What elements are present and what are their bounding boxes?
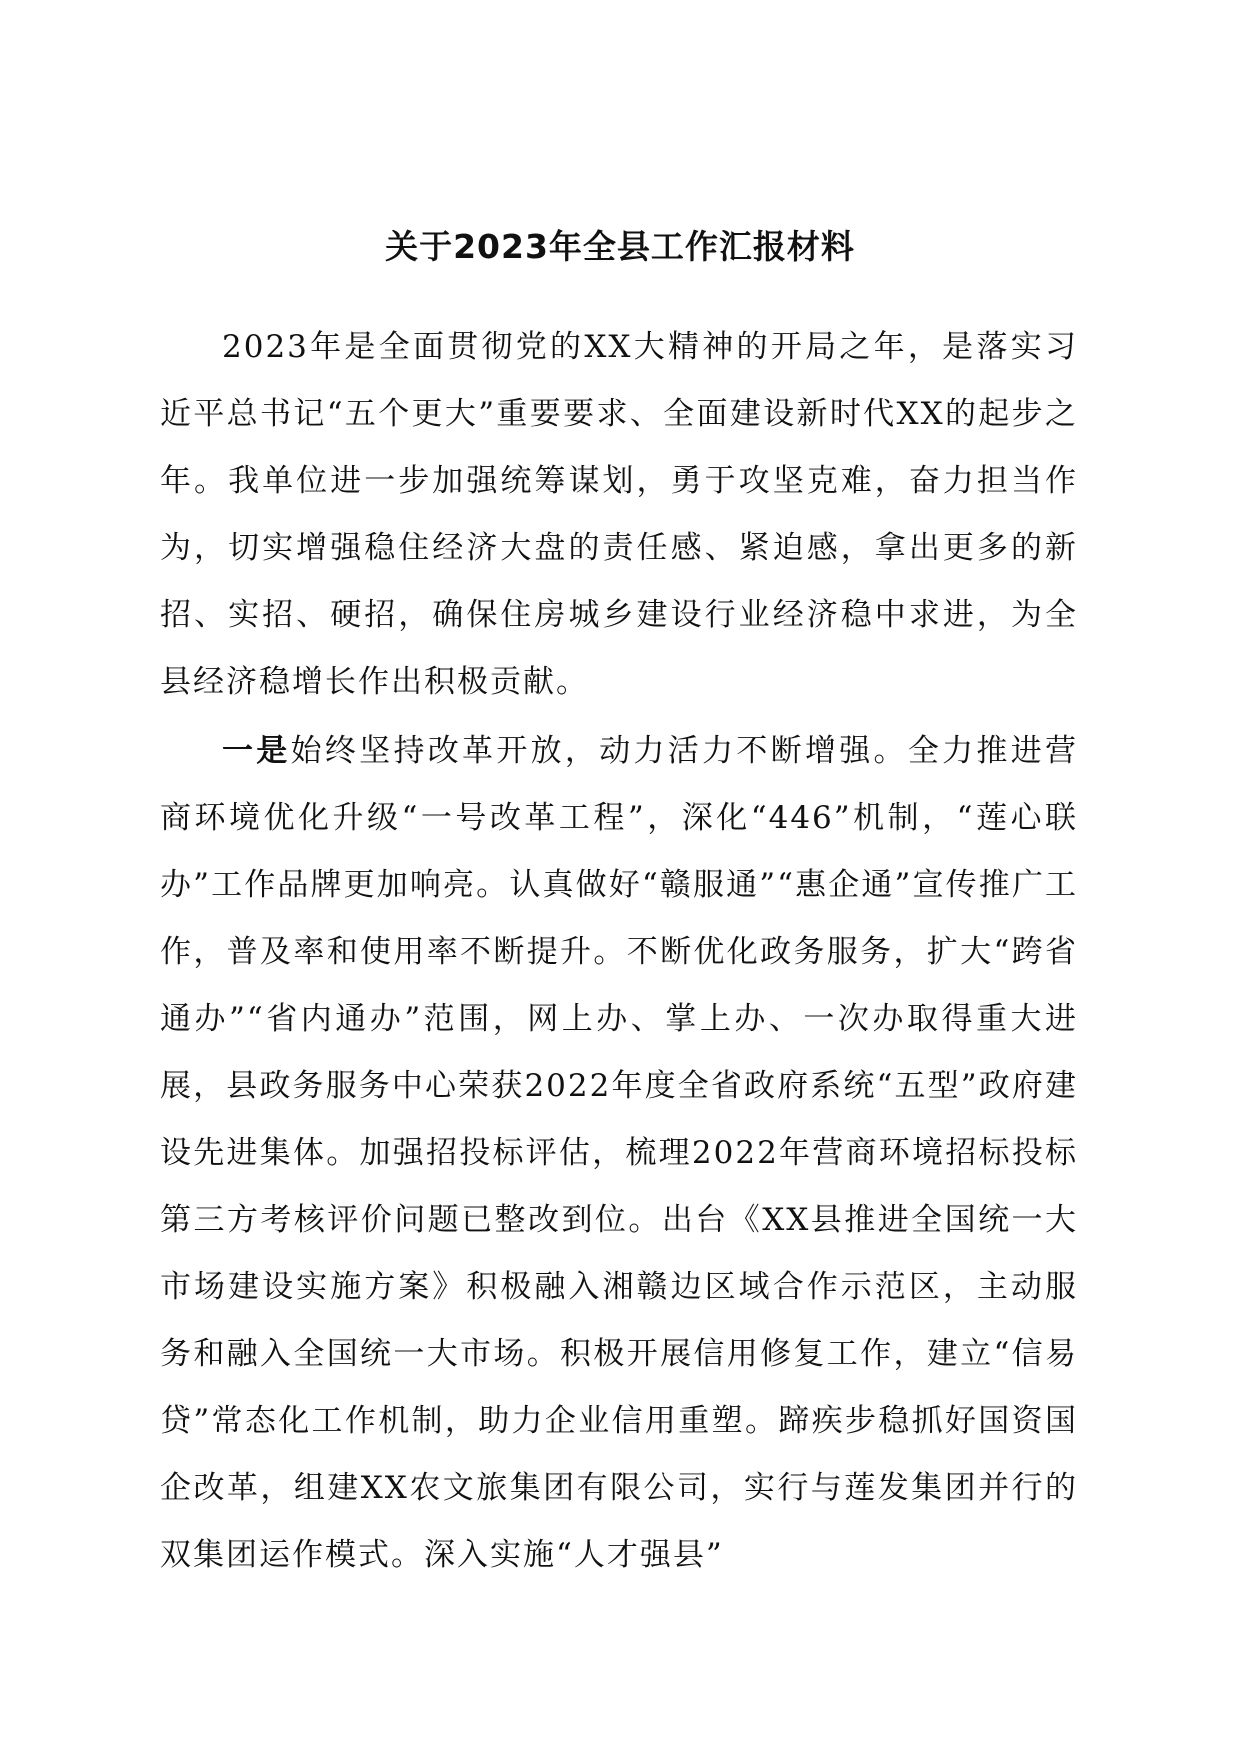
body-section-intro (160, 314, 1078, 716)
paragraph-intro: 2023年是全面贯彻党的XX大精神的开局之年，是落实习近平总书记“五个更大”重要要求、全面建设新时代XX的起步之年。我单位进一步加强统筹谋划，勇于攻坚克难，奋力担当作为，切实增强稳住经济大盘的责任感、紧迫感，拿出更多的新招、实招、硬招，确保住房城乡建设行业经济稳中求进，为全县经济稳增长作出积极贡献。 (160, 329, 1078, 700)
paragraph-lead: 一是 (222, 733, 291, 769)
paragraph-reform-text: 始终坚持改革开放，动力活力不断增强。全力推进营商环境优化升级“一号改革工程”，深化“446”机制，“莲心联办”工作品牌更加响亮。认真做好“赣服通”“惠企通”宣传推广工作，普及率和使用率不断提升。不断优化政务服务，扩大“跨省通办”“省内通办”范围，网上办、掌上办、一次办取得重大进展，县政务服务中心荣获2022年度全省政府系统“五型”政府建设先进集体。加强招投标评估，梳理2022年营商环境招标投标第三方考核评价问题已整改到位。出台《XX县推进全国统一大市场建设实施方案》积极融入湘赣边区域合作示范区，主动服务和融入全国统一大市场。积极开展信用修复工作，建立“信易贷”常态化工作机制，助力企业信用重塑。蹄疾步稳抓好国资国企改革，组建XX农文旅集团有限公司，实行与莲发集团并行的双集团运作模式。深入实施“人才强县” (160, 733, 1079, 1573)
body-section-reform (160, 718, 1078, 1589)
paragraph-reform (160, 718, 1078, 1589)
document-title: 关于2023年全县工作汇报材料 (385, 227, 855, 266)
